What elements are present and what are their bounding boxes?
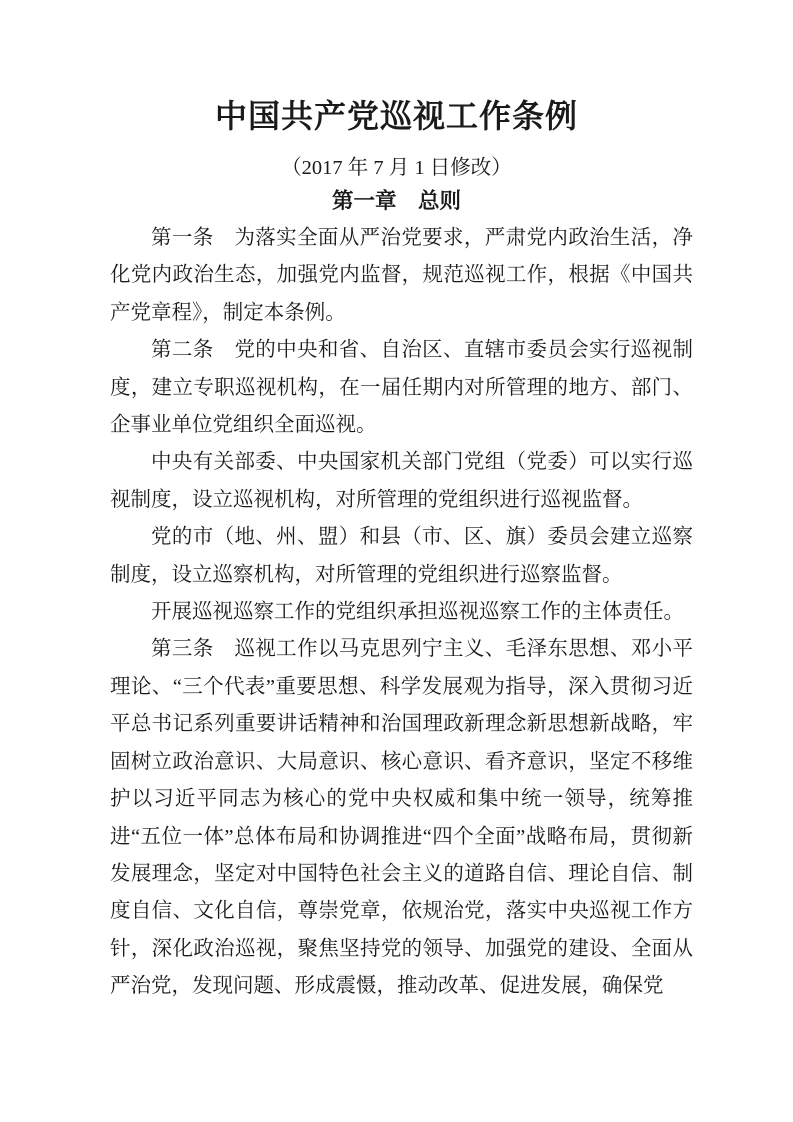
document-body (110, 220, 693, 1006)
paragraph-article-3: 第三条 巡视工作以马克思列宁主义、毛泽东思想、邓小平理论、“三个代表”重要思想、科学发展观为指导，深入贯彻习近平总书记系列重要讲话精神和治国理政新理念新思想新战略，牢固树立政治意识、大局意识、核心意识、看齐意识，坚定不移维护以习近平同志为核心的党中央权威和集中统一领导，统筹推进“五位一体”总体布局和协调推进“四个全面”战略布局，贯彻新发展理念，坚定对中国特色社会主义的道路自信、理论自信、制度自信、文化自信，尊崇党章，依规治党，落实中央巡视工作方针，深化政治巡视，聚焦坚持党的领导、加强党的建设、全面从严治党，发现问题、形成震慑，推动改革、促进发展，确保党 (110, 638, 693, 998)
paragraph-article-2-clause-2: 中央有关部委、中央国家机关部门党组（党委）可以实行巡视制度，设立巡视机构，对所管理的党组织进行巡视监督。 (110, 451, 693, 511)
paragraph-article-2-clause-4: 开展巡视巡察工作的党组织承担巡视巡察工作的主体责任。 (151, 601, 684, 624)
paragraph-article-2: 第二条 党的中央和省、自治区、直辖市委员会实行巡视制度，建立专职巡视机构，在一届任期内对所管理的地方、部门、企事业单位党组织全面巡视。 (110, 339, 693, 437)
document-subtitle: （2017 年 7 月 1 日修改） (281, 157, 512, 179)
chapter-heading: 第一章 总则 (331, 189, 461, 213)
paragraph-article-2-clause-3: 党的市（地、州、盟）和县（市、区、旗）委员会建立巡察制度，设立巡察机构，对所管理的党组织进行巡察监督。 (110, 526, 693, 586)
paragraph-article-1: 第一条 为落实全面从严治党要求，严肃党内政治生活，净化党内政治生态，加强党内监督，规范巡视工作，根据《中国共产党章程》，制定本条例。 (110, 227, 693, 324)
document-title: 中国共产党巡视工作条例 (214, 98, 578, 134)
